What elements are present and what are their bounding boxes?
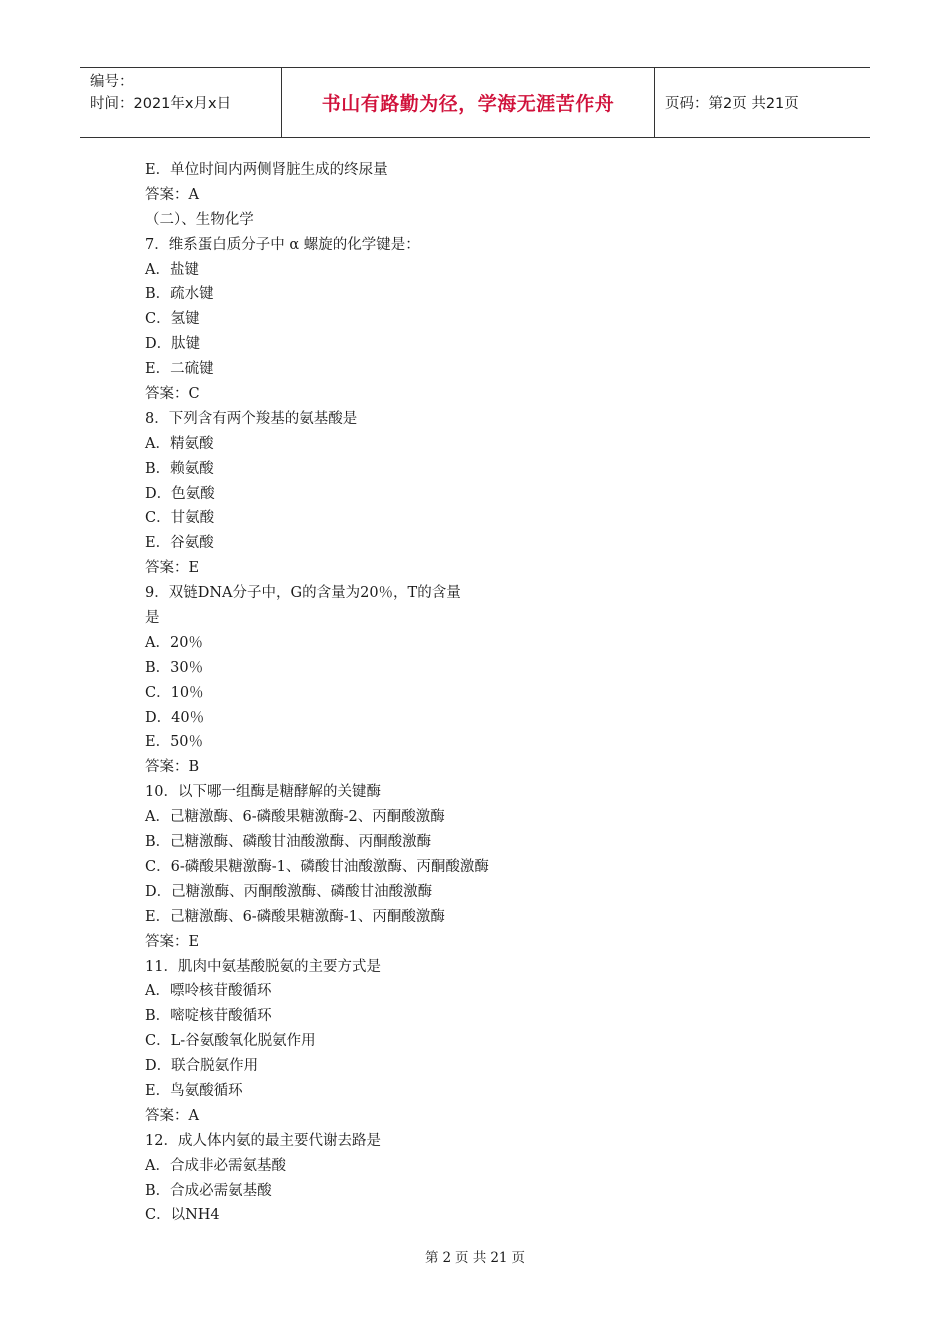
text-line: 7．维系蛋白质分子中 α 螺旋的化学键是： xyxy=(145,236,420,253)
text-line: C．氢键 xyxy=(145,311,200,328)
text-line: E．单位时间内两侧肾脏生成的终尿量 xyxy=(145,162,388,178)
text-line: A．精氨酸 xyxy=(145,435,214,452)
text-line: 8．下列含有两个羧基的氨基酸是 xyxy=(145,410,358,427)
text-line: B．嘧啶核苷酸循环 xyxy=(145,1008,272,1025)
footer-middle: 页 共 xyxy=(455,1250,487,1266)
text-line: C．甘氨酸 xyxy=(145,510,215,527)
page-footer xyxy=(0,1246,950,1266)
document-number-label: 编号： xyxy=(90,74,134,90)
text-line: D．联合脱氨作用 xyxy=(145,1058,259,1075)
text-line: B．合成必需氨基酸 xyxy=(145,1182,272,1199)
text-line: A．盐键 xyxy=(145,261,199,278)
footer-page-number: 2 xyxy=(442,1250,452,1266)
text-line: A．合成非必需氨基酸 xyxy=(145,1157,286,1174)
text-line: 答案：E xyxy=(145,933,200,950)
text-line: 答案：C xyxy=(145,386,200,403)
text-line: E．二硫键 xyxy=(145,361,214,378)
text-line: B．30％ xyxy=(145,659,204,676)
header-right-cell xyxy=(655,68,870,137)
text-line: E．己糖激酶、6-磷酸果糖激酶-1、丙酮酸激酶 xyxy=(145,908,445,925)
text-line: E．50％ xyxy=(145,734,204,751)
header-middle-cell xyxy=(282,68,655,137)
text-line: 9．双链DNA分子中，G的含量为20％，T的含量 xyxy=(145,585,461,602)
text-line: C．10％ xyxy=(145,684,204,701)
header-left-cell xyxy=(80,68,282,137)
text-line: D．色氨酸 xyxy=(145,485,215,502)
page-header xyxy=(80,67,870,138)
text-line: 11．肌肉中氨基酸脱氨的主要方式是 xyxy=(145,958,381,975)
text-line: B．赖氨酸 xyxy=(145,460,214,477)
text-line: （二）、生物化学 xyxy=(145,211,254,228)
text-line: A．嘌呤核苷酸循环 xyxy=(145,983,272,1000)
document-time: 时间：2021年x月x日 xyxy=(90,96,232,112)
text-line: C．L-谷氨酸氧化脱氨作用 xyxy=(145,1033,316,1050)
text-line: D．40％ xyxy=(145,709,205,726)
document-body xyxy=(145,158,845,1228)
footer-total-pages: 21 xyxy=(490,1250,508,1266)
text-line: 12．成人体内氨的最主要代谢去路是 xyxy=(145,1132,381,1149)
footer-prefix: 第 xyxy=(424,1250,439,1266)
header-page-info: 页码：第2页 共21页 xyxy=(665,96,799,112)
text-line: A．20％ xyxy=(145,634,203,651)
text-line: 10．以下哪一组酶是糖酵解的关键酶 xyxy=(145,784,381,801)
text-line: C．以NH4 xyxy=(145,1207,220,1224)
footer-suffix: 页 xyxy=(511,1250,526,1266)
text-line: 答案：A xyxy=(145,186,199,203)
text-line: 答案：B xyxy=(145,759,200,776)
text-line: A．己糖激酶、6-磷酸果糖激酶-2、丙酮酸激酶 xyxy=(145,809,445,826)
text-line: C．6-磷酸果糖激酶-1、磷酸甘油酸激酶、丙酮酸激酶 xyxy=(145,858,489,875)
text-line: B．疏水键 xyxy=(145,286,214,303)
text-line: D．肽键 xyxy=(145,336,201,353)
text-line: D．己糖激酶、丙酮酸激酶、磷酸甘油酸激酶 xyxy=(145,883,433,900)
text-line: B．己糖激酶、磷酸甘油酸激酶、丙酮酸激酶 xyxy=(145,834,432,851)
text-line: E．谷氨酸 xyxy=(145,535,214,552)
text-line: 答案：A xyxy=(145,1107,199,1124)
text-line: 是 xyxy=(145,610,160,627)
header-motto: 书山有路勤为径，学海无涯苦作舟 xyxy=(321,93,615,115)
text-line: 答案：E xyxy=(145,560,200,577)
text-line: E．鸟氨酸循环 xyxy=(145,1082,243,1099)
